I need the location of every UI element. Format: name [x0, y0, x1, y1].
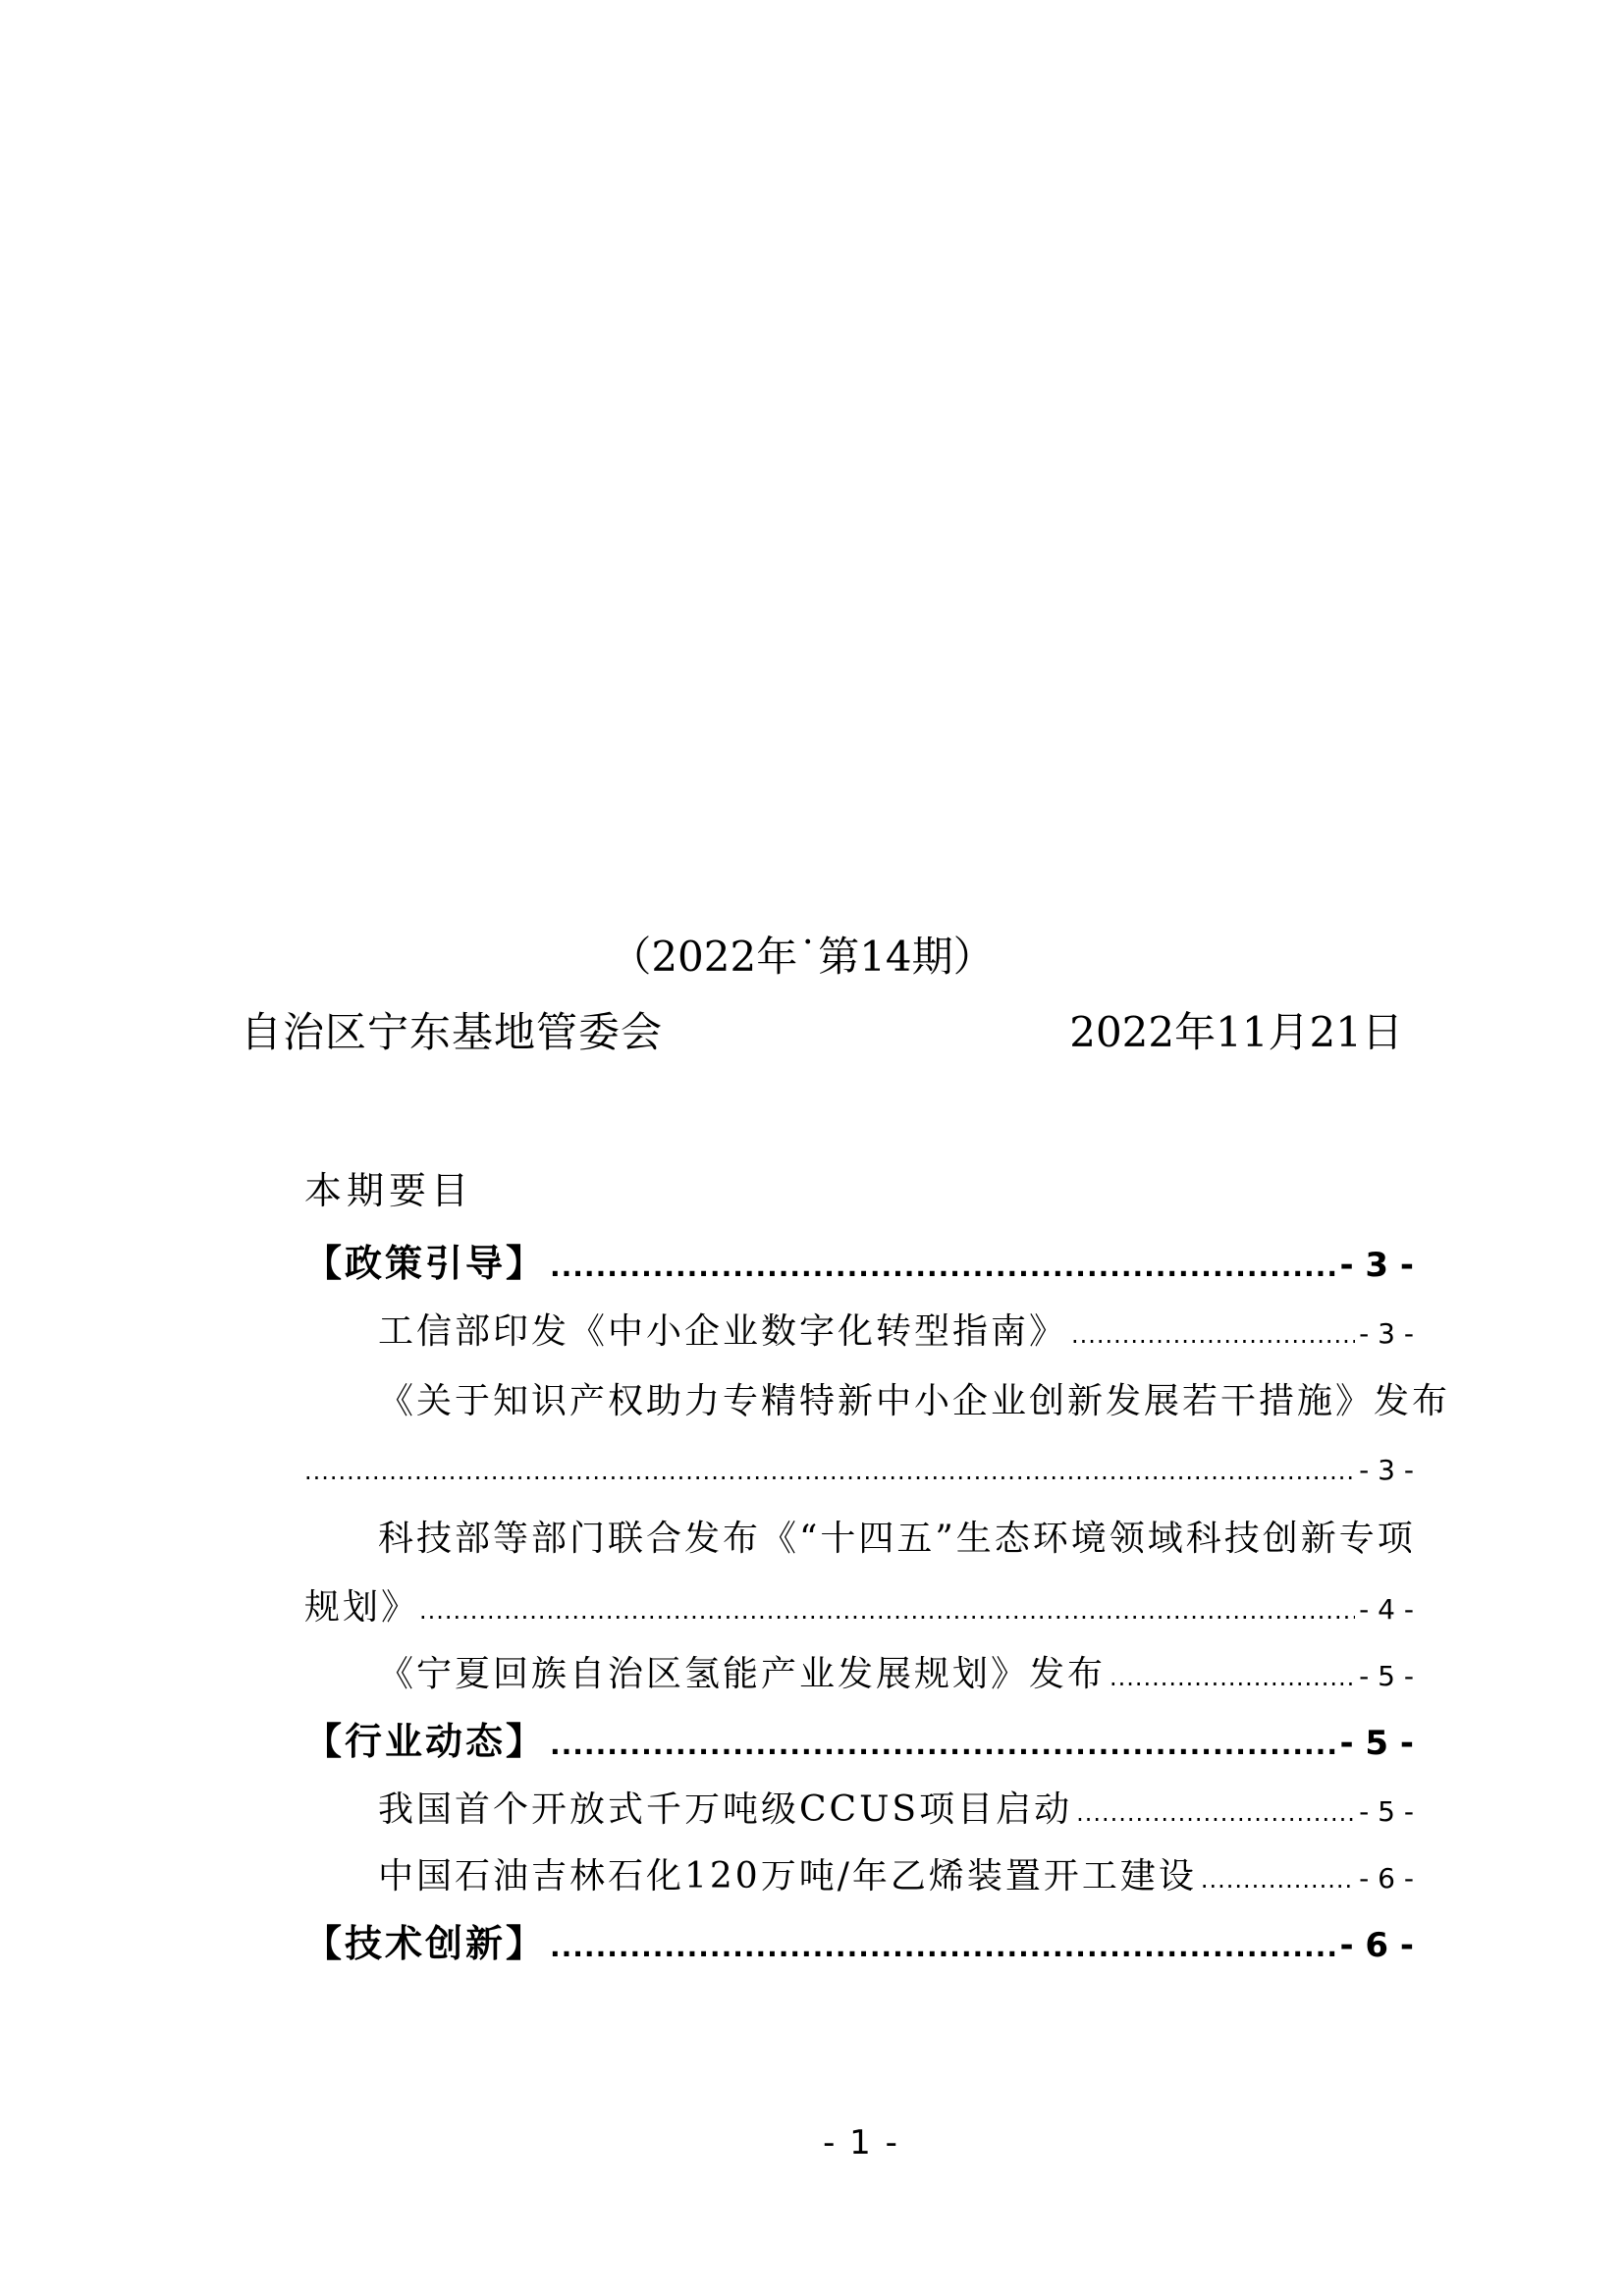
toc-section-policy[interactable] [304, 1234, 1414, 1297]
page-number: - 1 - [823, 2123, 899, 2163]
toc-page-number: - 3 - [1359, 1454, 1414, 1486]
toc-entry-line[interactable]: 《关于知识产权助力专精特新中小企业创新发展若干措施》发布 [378, 1381, 1451, 1421]
issue-date: 2022年11月21日 [1069, 1008, 1403, 1056]
toc-entry-label: 我国首个开放式千万吨级CCUS项目启动 [378, 1789, 1073, 1830]
toc-page-number: - 3 - [1339, 1246, 1414, 1285]
toc-entry-label: 工信部印发《中小企业数字化转型指南》 [378, 1311, 1068, 1352]
toc-leader-dots [1201, 1852, 1355, 1907]
toc-page-number: - 5 - [1359, 1795, 1414, 1828]
toc-entry-line[interactable]: 科技部等部门联合发布《“十四五”生态环境领域科技创新专项 [378, 1519, 1416, 1559]
toc-leader-dots [550, 1238, 1335, 1297]
toc-section-label: 【行业动态】 [304, 1720, 547, 1763]
toc-entry-continuation[interactable] [304, 1580, 1414, 1638]
toc-leader-dots [1076, 1786, 1355, 1841]
toc-page-number: - 6 - [1359, 1862, 1414, 1895]
toc-section-industry[interactable] [304, 1712, 1414, 1775]
toc-page-number: - 5 - [1359, 1660, 1414, 1692]
toc-leader-dots [550, 1716, 1335, 1775]
issuing-organization: 自治区宁东基地管委会 [241, 1008, 664, 1056]
issue-number: （2022年˙第14期） [610, 933, 995, 981]
toc-entry[interactable] [378, 1849, 1414, 1907]
toc-leader-dots [1110, 1650, 1355, 1705]
toc-leader-dots [304, 1444, 1355, 1499]
toc-entry-label: 《宁夏回族自治区氢能产业发展规划》发布 [378, 1654, 1107, 1694]
toc-section-tech[interactable] [304, 1914, 1414, 1977]
toc-page-number: - 6 - [1339, 1926, 1414, 1965]
toc-entry[interactable] [378, 1305, 1414, 1362]
toc-entry[interactable] [378, 1783, 1414, 1841]
toc-entry-label: 规划》 [304, 1587, 420, 1628]
toc-page-number: - 3 - [1359, 1317, 1414, 1350]
toc-leader-dots [419, 1583, 1355, 1638]
toc-entry-label: 中国石油吉林石化120万吨/年乙烯装置开工建设 [378, 1856, 1197, 1896]
toc-section-label: 【技术创新】 [304, 1922, 547, 1965]
toc-entry[interactable] [378, 1647, 1414, 1705]
toc-leader-dots [550, 1918, 1335, 1977]
toc-page-number: - 5 - [1339, 1724, 1414, 1763]
toc-leader-dots [1071, 1308, 1355, 1362]
toc-page-number: - 4 - [1359, 1593, 1414, 1626]
toc-section-label: 【政策引导】 [304, 1242, 547, 1285]
toc-entry-continuation[interactable] [304, 1443, 1414, 1499]
toc-heading: 本期要目 [304, 1169, 474, 1212]
